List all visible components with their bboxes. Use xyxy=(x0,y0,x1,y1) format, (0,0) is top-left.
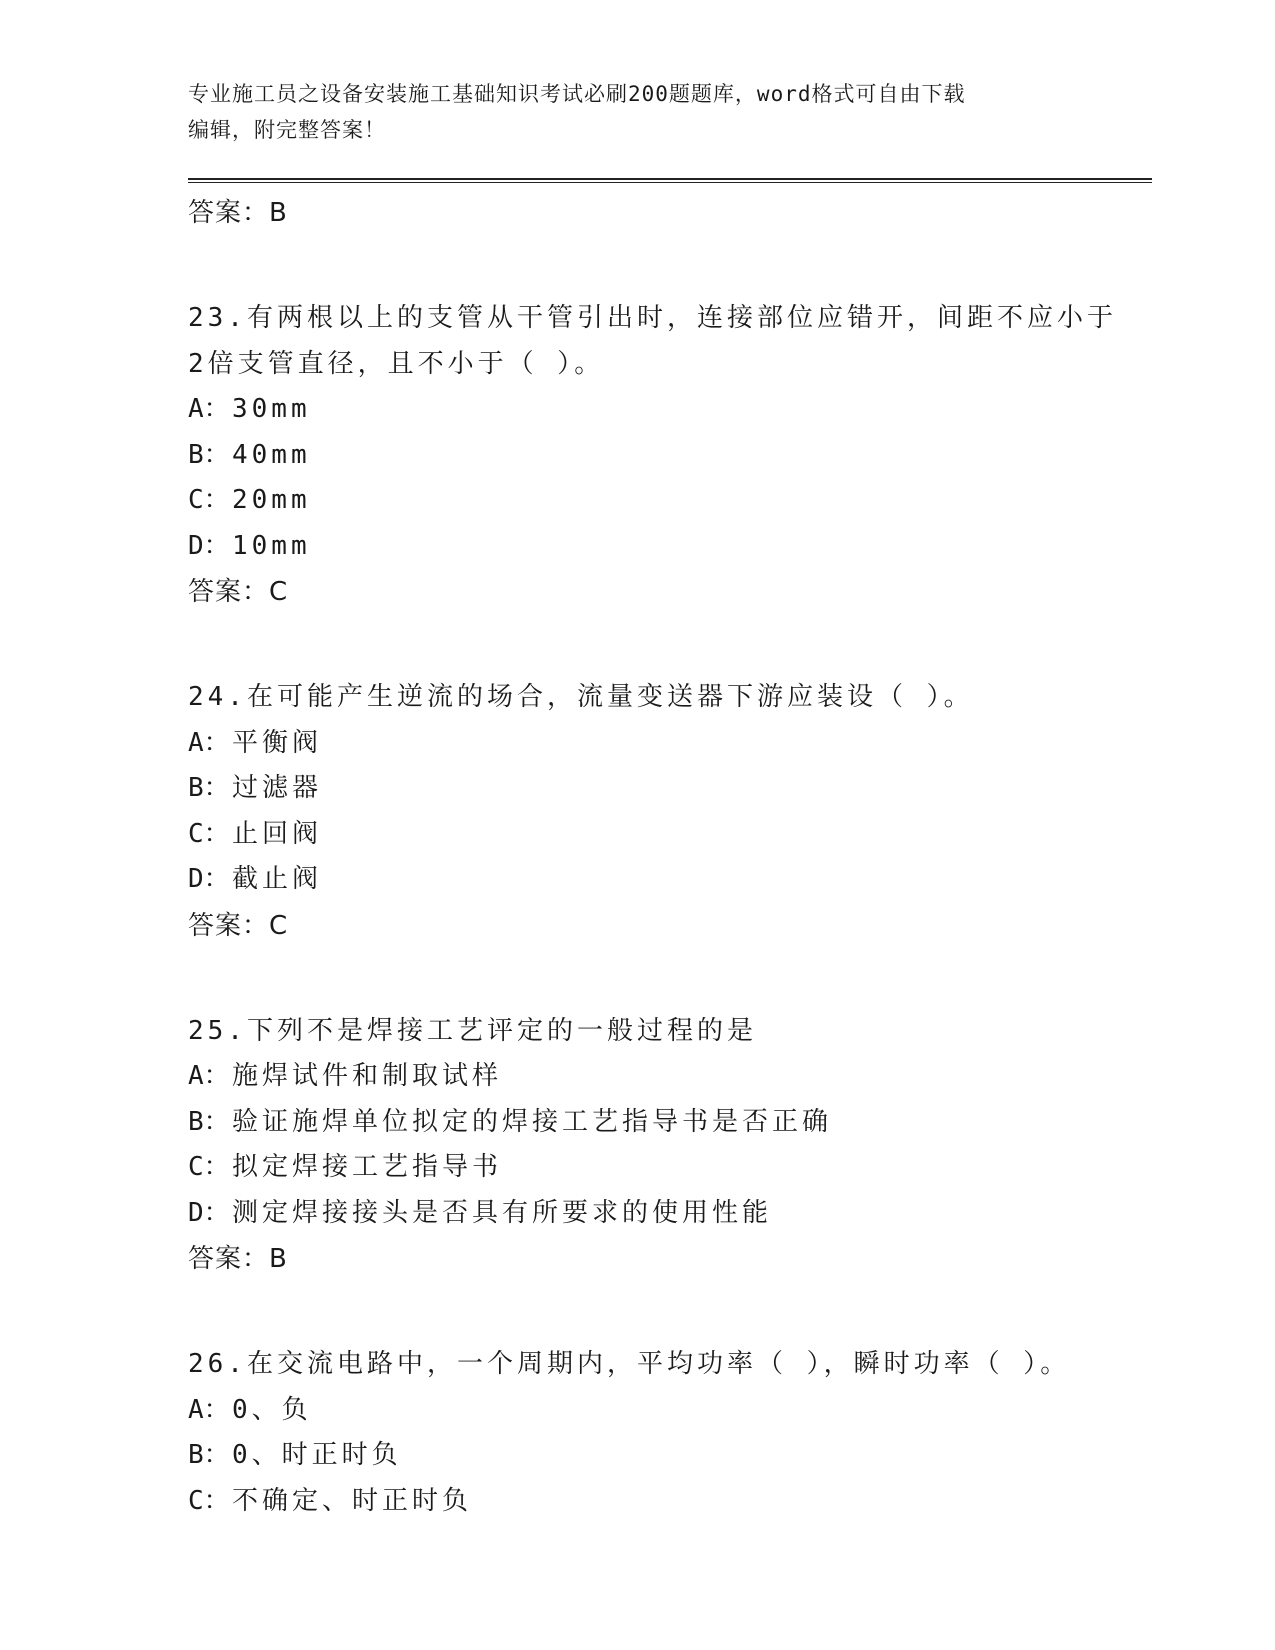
question-24 xyxy=(188,675,1152,949)
option-label: C： xyxy=(188,485,230,515)
option-text: 测定焊接接头是否具有所要求的使用性能 xyxy=(232,1197,773,1228)
option-text: 40mm xyxy=(232,439,311,470)
option-label: D： xyxy=(188,1197,230,1228)
option-a xyxy=(188,721,1152,767)
option-label: A： xyxy=(188,1394,230,1425)
question-23 xyxy=(188,296,1152,615)
option-d xyxy=(188,857,1152,903)
option-d xyxy=(188,1191,1152,1237)
option-label: D： xyxy=(188,530,230,561)
option-label: D： xyxy=(188,864,230,894)
option-text: 施焊试件和制取试样 xyxy=(232,1061,503,1091)
option-label: B： xyxy=(188,439,230,470)
option-text: 30mm xyxy=(232,394,311,424)
option-text: 拟定焊接工艺指导书 xyxy=(232,1152,503,1182)
header-divider xyxy=(188,178,1152,183)
option-label: A： xyxy=(188,394,230,424)
option-c xyxy=(188,1145,1152,1191)
question-stem-line: 25.下列不是焊接工艺评定的一般过程的是 xyxy=(188,1015,757,1046)
option-d xyxy=(188,524,1152,570)
option-c xyxy=(188,478,1152,524)
header-title-line-2: 编辑，附完整答案！ xyxy=(188,118,386,142)
option-text: 截止阀 xyxy=(232,864,323,894)
option-label: B： xyxy=(188,1440,230,1470)
option-b xyxy=(188,1433,1152,1479)
question-stem-line: 24.在可能产生逆流的场合，流量变送器下游应装设（ ）。 xyxy=(188,682,974,712)
option-label: A： xyxy=(188,727,230,758)
question-stem-line: 26.在交流电路中，一个周期内，平均功率（ ），瞬时功率（ ）。 xyxy=(188,1349,1071,1379)
question-25 xyxy=(188,1009,1152,1283)
option-a xyxy=(188,1054,1152,1100)
option-text: 0、负 xyxy=(232,1394,312,1425)
option-b xyxy=(188,433,1152,479)
option-text: 不确定、时正时负 xyxy=(232,1485,473,1516)
option-text: 10mm xyxy=(232,530,311,561)
option-label: C： xyxy=(188,1152,230,1182)
option-label: C： xyxy=(188,1485,230,1516)
option-c xyxy=(188,1479,1152,1525)
question-list xyxy=(188,190,1152,1524)
document-header xyxy=(188,76,1068,148)
option-text: 0、时正时负 xyxy=(232,1440,402,1470)
header-title-line-1: 专业施工员之设备安装施工基础知识考试必刷200题题库，word格式可自由下载 xyxy=(188,82,966,106)
option-label: B： xyxy=(188,773,230,803)
question-26 xyxy=(188,1342,1152,1524)
option-c xyxy=(188,812,1152,858)
answer-line: 答案：B xyxy=(188,198,288,228)
option-label: A： xyxy=(188,1061,230,1091)
option-text: 20mm xyxy=(232,485,311,515)
question-stem-line: 2倍支管直径，且不小于（ ）。 xyxy=(188,348,605,379)
option-text: 平衡阀 xyxy=(232,727,323,758)
option-b xyxy=(188,1100,1152,1146)
answer-line: 答案：C xyxy=(188,910,289,941)
option-b xyxy=(188,766,1152,812)
question-stem-line: 23.有两根以上的支管从干管引出时，连接部位应错开，间距不应小于 xyxy=(188,303,1117,333)
option-text: 验证施焊单位拟定的焊接工艺指导书是否正确 xyxy=(232,1106,833,1137)
option-label: B： xyxy=(188,1106,230,1137)
answer-line: 答案：B xyxy=(188,1244,288,1274)
option-a xyxy=(188,387,1152,433)
option-label: C： xyxy=(188,818,230,849)
option-a xyxy=(188,1388,1152,1434)
answer-line: 答案：C xyxy=(188,577,289,607)
option-text: 过滤器 xyxy=(232,773,323,803)
option-text: 止回阀 xyxy=(232,818,323,849)
